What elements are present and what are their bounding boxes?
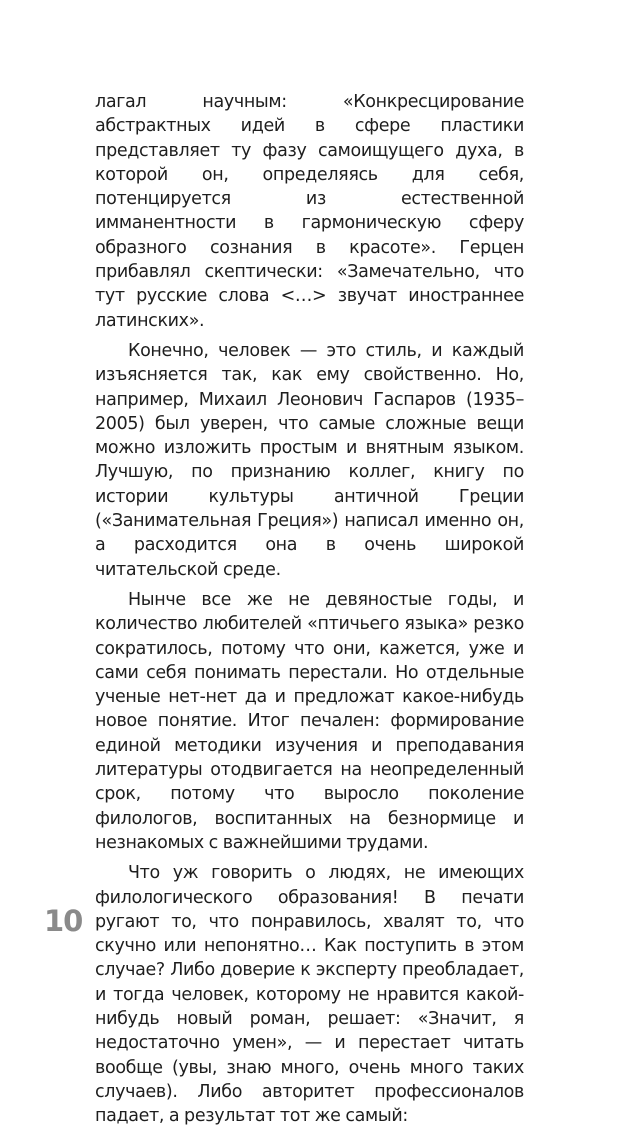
paragraph-4: Что уж говорить о людях, не имеющих филологического образования! В печати ругают то, что понравилось, хвалят то, что скучно или непонятно… Как поступить в этом случае? Либо доверие к эксперту преобладает, и тогда человек, которому не нравится какой-нибудь новый роман, решает: «Значит, я недостаточно умен», — и перестает читать вообще (увы, знаю много, очень много таких случаев). Либо авторитет профессионалов падает, а результат тот же самый:: [95, 863, 524, 1127]
paragraph-1: лагал научным: «Конкресцирование абстрактных идей в сфере пластики представляет ту фазу самоищущего духа, в которой он, определяясь для себя, потенцируется из естественной имманентности в гармоническую сферу образного сознания в красоте». Герцен прибавлял скептически: «Замечательно, что тут русские слова <…> звучат иностраннее латинских».: [95, 92, 524, 331]
page-number: 10: [44, 904, 83, 938]
paragraph-2: Конечно, человек — это стиль, и каждый изъясняется так, как ему свойственно. Но, например, Михаил Леонович Гаспаров (1935–2005) был уверен, что самые сложные вещи можно изложить простым и внятным языком. Лучшую, по признанию коллег, книгу по истории культуры античной Греции («Занимательная Греция») написал именно он, а расходится она в очень широкой читательской среде.: [95, 340, 524, 580]
paragraph-3: Нынче все же не девяностые годы, и количество любителей «птичьего языка» резко сократилось, потому что они, кажется, уже и сами себя понимать перестали. Но отдельные ученые нет-нет да и предложат какое-нибудь новое понятие. Итог печален: формирование единой методики изучения и преподавания литературы отодвигается на неопределенный срок, потому что выросло поколение филологов, воспитанных на безнормице и незнакомых с важнейшими трудами.: [95, 589, 524, 853]
body-text: [95, 90, 524, 1128]
